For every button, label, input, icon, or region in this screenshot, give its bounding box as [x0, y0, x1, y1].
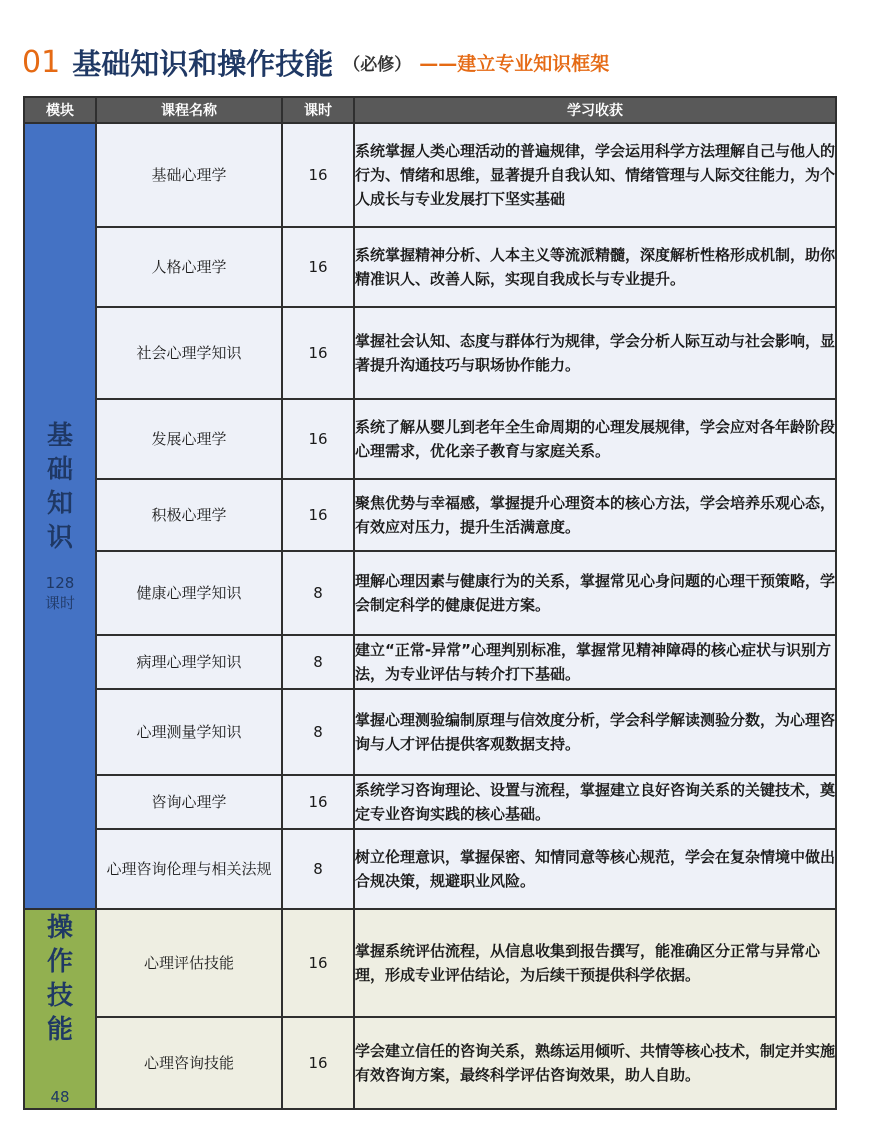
- course-gain: 掌握社会认知、态度与群体行为规律，学会分析人际互动与社会影响，显著提升沟通技巧与职场协作能力。: [354, 307, 836, 399]
- course-name: 发展心理学: [96, 399, 282, 479]
- course-name: 积极心理学: [96, 479, 282, 551]
- course-hours: 16: [282, 479, 354, 551]
- table-row: [24, 399, 836, 479]
- course-name: 社会心理学知识: [96, 307, 282, 399]
- course-gain: 聚焦优势与幸福感，掌握提升心理资本的核心方法，学会培养乐观心态，有效应对压力，提升生活满意度。: [354, 479, 836, 551]
- table-row: [24, 829, 836, 909]
- module-hours-basic: [25, 573, 95, 613]
- required-tag: （必修）: [343, 54, 412, 75]
- course-name: 人格心理学: [96, 227, 282, 307]
- table-row: [24, 123, 836, 227]
- section-number: 01: [22, 44, 61, 80]
- course-gain: 掌握系统评估流程，从信息收集到报告撰写，能准确区分正常与异常心理，形成专业评估结论，为后续干预提供科学依据。: [354, 909, 836, 1017]
- course-gain: 理解心理因素与健康行为的关系，掌握常见心身问题的心理干预策略，学会制定科学的健康促进方案。: [354, 551, 836, 635]
- section-title: [22, 40, 609, 84]
- course-gain: 系统学习咨询理论、设置与流程，掌握建立良好咨询关系的关键技术，奠定专业咨询实践的核心基础。: [354, 775, 836, 829]
- course-gain: 掌握心理测验编制原理与信效度分析，学会科学解读测验分数，为心理咨询与人才评估提供客观数据支持。: [354, 689, 836, 775]
- course-name: 基础心理学: [96, 123, 282, 227]
- module-cell-skill: [24, 909, 96, 1109]
- course-name: 病理心理学知识: [96, 635, 282, 689]
- course-hours: 16: [282, 775, 354, 829]
- course-hours: 16: [282, 307, 354, 399]
- course-gain: 建立“正常-异常”心理判别标准，掌握常见精神障碍的核心症状与识别方法，为专业评估与转介打下基础。: [354, 635, 836, 689]
- course-hours: 16: [282, 123, 354, 227]
- table-row: [24, 551, 836, 635]
- course-name: 心理咨询技能: [96, 1017, 282, 1109]
- course-hours: 8: [282, 689, 354, 775]
- table-row: [24, 775, 836, 829]
- course-hours: 16: [282, 1017, 354, 1109]
- course-name: 咨询心理学: [96, 775, 282, 829]
- course-gain: 系统了解从婴儿到老年全生命周期的心理发展规律，学会应对各年龄阶段心理需求，优化亲子教育与家庭关系。: [354, 399, 836, 479]
- table-row: [24, 1017, 836, 1109]
- table-row: [24, 307, 836, 399]
- course-name: 心理咨询伦理与相关法规: [96, 829, 282, 909]
- table-row: [24, 909, 836, 1017]
- table-row: [24, 689, 836, 775]
- course-gain: 学会建立信任的咨询关系，熟练运用倾听、共情等核心技术，制定并实施有效咨询方案，最终科学评估咨询效果，助人自助。: [354, 1017, 836, 1109]
- col-header-gain: 学习收获: [354, 97, 836, 123]
- course-gain: 树立伦理意识，掌握保密、知情同意等核心规范，学会在复杂情境中做出合规决策，规避职业风险。: [354, 829, 836, 909]
- course-name: 心理测量学知识: [96, 689, 282, 775]
- module-hours-basic-unit: 课时: [44, 594, 75, 612]
- section-subtitle: ——建立专业知识框架: [419, 52, 610, 75]
- course-gain: 系统掌握精神分析、人本主义等流派精髓，深度解析性格形成机制，助你精准识人、改善人际，实现自我成长与专业提升。: [354, 227, 836, 307]
- module-hours-skill: 48: [50, 1088, 70, 1106]
- col-header-hours: 课时: [282, 97, 354, 123]
- table-row: [24, 635, 836, 689]
- module-hours-basic-value: 128: [45, 574, 75, 592]
- table-row: [24, 479, 836, 551]
- course-gain: 系统掌握人类心理活动的普遍规律，学会运用科学方法理解自己与他人的行为、情绪和思维，显著提升自我认知、情绪管理与人际交往能力，为个人成长与专业发展打下坚实基础: [354, 123, 836, 227]
- table-row: [24, 227, 836, 307]
- module-name-skill: 操作技能: [46, 913, 73, 1045]
- module-name-basic: 基础知识: [46, 421, 73, 553]
- course-hours: 8: [282, 635, 354, 689]
- module-cell-basic: [24, 123, 96, 909]
- course-hours: 16: [282, 909, 354, 1017]
- course-name: 健康心理学知识: [96, 551, 282, 635]
- section-heading: 基础知识和操作技能: [72, 46, 334, 81]
- course-hours: 8: [282, 829, 354, 909]
- course-hours: 16: [282, 399, 354, 479]
- col-header-course: 课程名称: [96, 97, 282, 123]
- table-header-row: [24, 97, 836, 123]
- course-name: 心理评估技能: [96, 909, 282, 1017]
- course-hours: 16: [282, 227, 354, 307]
- course-hours: 8: [282, 551, 354, 635]
- col-header-module: 模块: [24, 97, 96, 123]
- curriculum-table: [23, 96, 837, 1110]
